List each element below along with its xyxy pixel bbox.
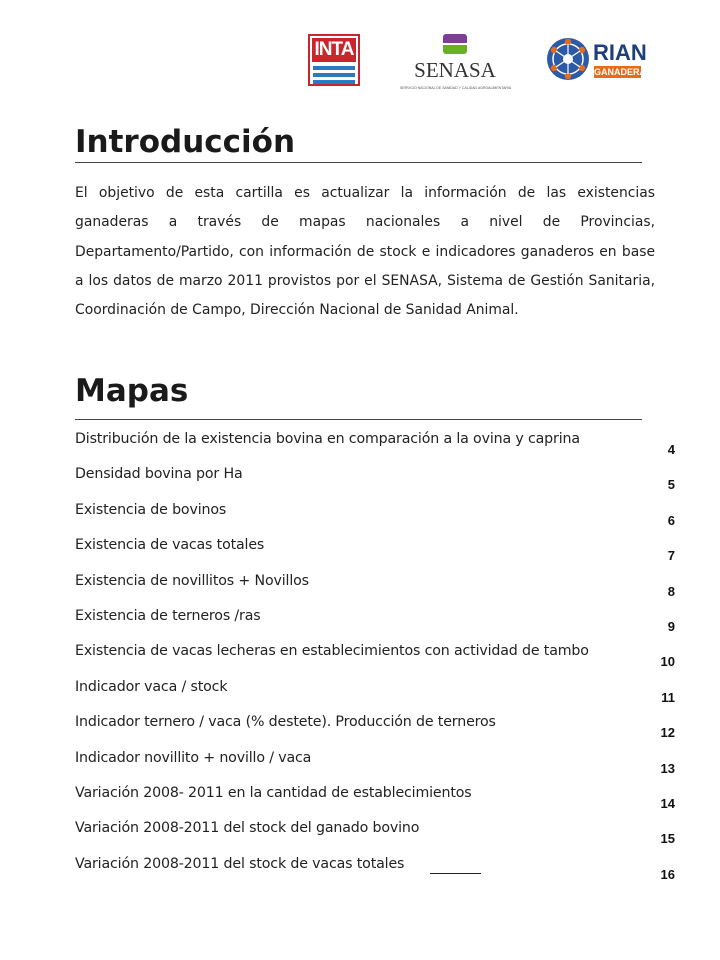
map-entry-title: Indicador vaca / stock — [75, 678, 228, 695]
maps-heading-rule — [75, 419, 642, 420]
maps-index-entry — [75, 707, 685, 742]
map-entry-title: Existencia de vacas totales — [75, 537, 265, 554]
intro-paragraph: El objetivo de esta cartilla es actualizar la información de las existencias ganaderas a través de mapas nacionales a nivel de Provincias, Departamento/Partido, con información de stock e indicadores ganaderos en base a los datos de marzo 2011 provistos por el SENASA, Sistema de Gestión Sanitaria, Coordinación de Campo, Dirección Nacional de Sanidad Animal. — [75, 185, 655, 319]
maps-index-entry — [75, 424, 685, 459]
logo-bar — [0, 30, 720, 100]
map-entry-page: 7 — [667, 548, 675, 564]
rian-logo-subtitle: GANADERA — [594, 67, 647, 77]
inta-logo-stripe — [313, 73, 355, 77]
senasa-logo — [400, 34, 510, 96]
map-entry-title: Distribución de la existencia bovina en comparación a la ovina y caprina — [75, 431, 580, 447]
map-entry-page: 13 — [660, 760, 675, 776]
map-entry-page: 6 — [667, 512, 675, 528]
maps-index-entry — [75, 495, 685, 530]
blank-underline — [430, 873, 481, 875]
map-entry-title: Variación 2008-2011 del stock del ganado bovino — [75, 820, 420, 837]
maps-index-entry — [75, 459, 685, 494]
map-entry-page: 4 — [667, 442, 675, 457]
map-entry-page: 14 — [660, 795, 675, 811]
map-entry-title: Densidad bovina por Ha — [75, 466, 243, 483]
map-entry-title: Variación 2008- 2011 en la cantidad de establecimientos — [75, 784, 472, 801]
maps-index-entry — [75, 566, 685, 601]
map-entry-title: Variación 2008-2011 del stock de vacas totales — [75, 855, 405, 872]
intro-heading-rule — [75, 162, 642, 163]
maps-index-entry — [75, 672, 685, 707]
map-entry-title: Existencia de bovinos — [75, 501, 227, 518]
map-entry-page: 9 — [667, 618, 675, 634]
maps-index-entry — [75, 849, 685, 884]
maps-index-entry — [75, 530, 685, 565]
inta-logo-stripe — [313, 66, 355, 70]
inta-logo-stripe — [313, 80, 355, 84]
maps-heading: Mapas — [75, 373, 189, 409]
maps-index-list — [75, 424, 685, 884]
intro-heading: Introducción — [75, 124, 296, 160]
inta-logo-text: INTA — [312, 38, 356, 62]
rian-network-icon — [545, 36, 591, 82]
map-entry-page: 12 — [660, 725, 675, 741]
senasa-mark-purple — [443, 34, 467, 43]
map-entry-title: Existencia de novillitos + Novillos — [75, 572, 309, 589]
map-entry-title: Existencia de terneros /ras — [75, 607, 261, 624]
map-entry-page: 8 — [667, 583, 675, 599]
senasa-mark-green — [443, 45, 467, 54]
map-entry-page: 15 — [660, 831, 675, 847]
map-entry-title: Indicador ternero / vaca (% destete). Producción de terneros — [75, 714, 496, 731]
map-entry-page: 5 — [667, 477, 675, 493]
rian-logo — [545, 34, 645, 90]
map-entry-title: Existencia de vacas lecheras en establecimientos con actividad de tambo — [75, 643, 589, 660]
maps-index-entry — [75, 778, 685, 813]
map-entry-page: 11 — [661, 689, 675, 705]
inta-logo — [308, 34, 360, 86]
maps-index-entry — [75, 601, 685, 636]
map-entry-title: Indicador novillito + novillo / vaca — [75, 749, 312, 766]
map-entry-page: 10 — [660, 654, 675, 670]
maps-index-entry — [75, 813, 685, 848]
rian-logo-text: RIAN — [593, 40, 647, 65]
maps-index-entry — [75, 743, 685, 778]
maps-index-entry — [75, 636, 685, 671]
senasa-logo-text: SENASA — [414, 58, 496, 82]
senasa-logo-tagline: SERVICIO NACIONAL DE SANIDAD Y CALIDAD AGROALIMENTARIA — [400, 86, 512, 90]
map-entry-page: 16 — [660, 866, 675, 882]
